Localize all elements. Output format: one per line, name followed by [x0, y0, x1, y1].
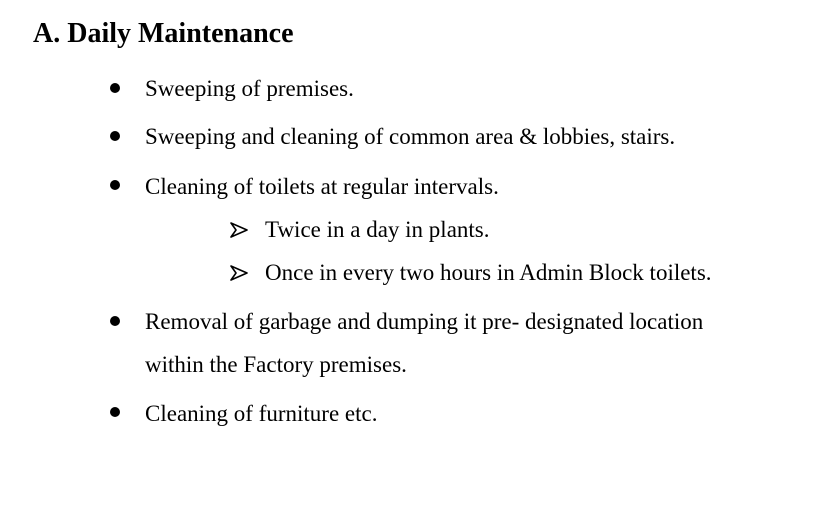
list-item-text: Sweeping of premises. — [145, 76, 354, 101]
section-heading: A. Daily Maintenance — [33, 18, 294, 49]
bullet-icon — [110, 180, 120, 190]
list-item-text: Cleaning of toilets at regular intervals. — [145, 174, 499, 199]
bullet-icon — [110, 407, 120, 417]
sub-list-item-text: Twice in a day in plants. — [265, 217, 490, 242]
bullet-icon — [110, 131, 120, 141]
arrowhead-bullet-icon — [230, 265, 248, 281]
bullet-icon — [110, 83, 120, 93]
list-item-text-line-1: Removal of garbage and dumping it pre- designated location — [145, 309, 704, 334]
list-item-text: Sweeping and cleaning of common area & lobbies, stairs. — [145, 124, 676, 149]
list-item-text: Cleaning of furniture etc. — [145, 401, 378, 426]
arrowhead-bullet-icon — [230, 222, 248, 238]
bullet-icon — [110, 316, 120, 326]
sub-list-item-text: Once in every two hours in Admin Block toilets. — [265, 260, 712, 285]
list-item-text-line-2: within the Factory premises. — [145, 352, 407, 377]
